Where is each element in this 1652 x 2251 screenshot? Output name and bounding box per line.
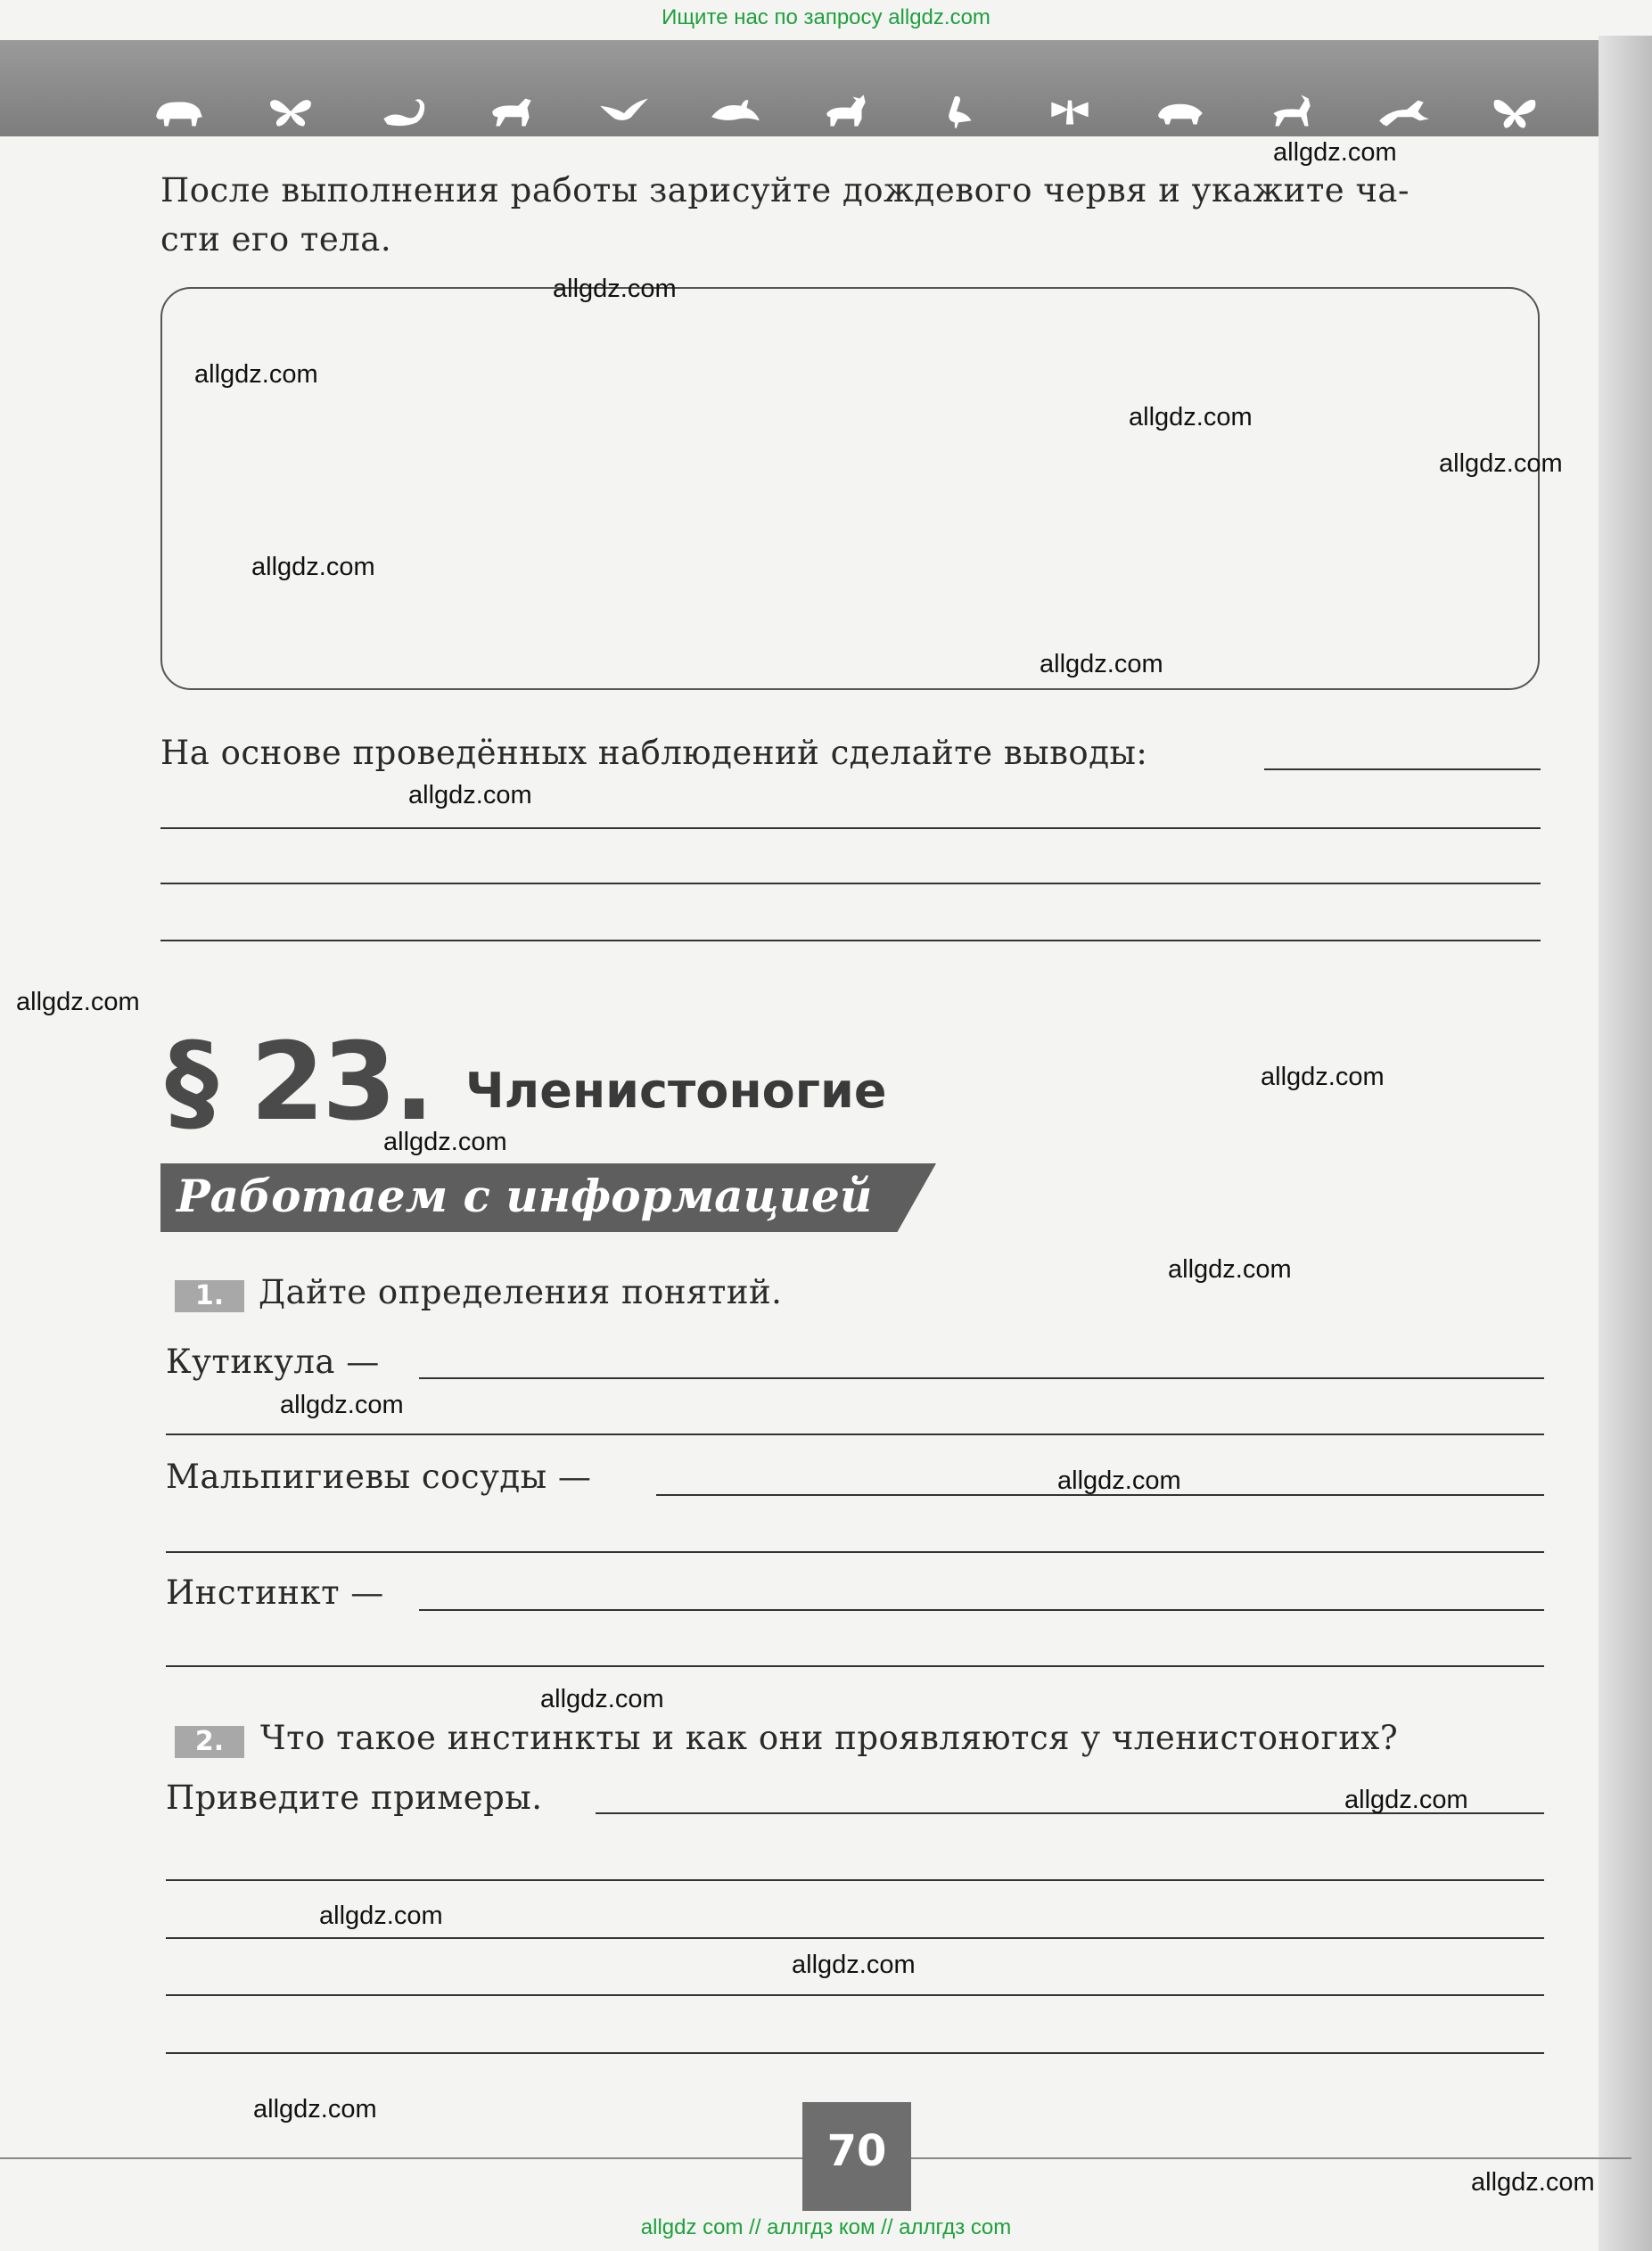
watermark: allgdz.com	[194, 360, 318, 389]
task2-prompt: Что такое инстинкты и как они проявляются у членистоногих?	[260, 1719, 1399, 1757]
watermark: allgdz.com	[383, 1128, 507, 1156]
moose-icon	[819, 91, 875, 132]
answer-line[interactable]	[166, 1994, 1544, 1996]
watermark: allgdz.com	[792, 1951, 916, 1979]
answer-line[interactable]	[160, 940, 1541, 941]
insect-icon	[1042, 91, 1097, 132]
heron-icon	[931, 91, 986, 132]
top-note: Ищите нас по запросу allgdz.com	[662, 5, 990, 29]
answer-line[interactable]	[160, 827, 1541, 829]
moth-icon	[1487, 91, 1542, 132]
paragraph-title: Членистоногие	[465, 1063, 887, 1119]
answer-line[interactable]	[166, 1937, 1544, 1939]
task1-prompt: Дайте определения понятий.	[259, 1273, 783, 1311]
watermark: allgdz.com	[253, 2095, 377, 2124]
conclusion-prompt: На основе проведённых наблюдений сделайте выводы:	[160, 734, 1148, 772]
answer-line[interactable]	[166, 1434, 1544, 1435]
watermark: allgdz.com	[1471, 2168, 1595, 2197]
bison-icon	[152, 91, 207, 132]
scorpion-icon	[374, 91, 430, 132]
answer-line[interactable]	[1264, 768, 1541, 770]
footer-note: allgdz com // аллгдз ком // аллгдз com	[640, 2215, 1012, 2239]
page-edge-shadow	[1599, 36, 1652, 2251]
watermark: allgdz.com	[553, 275, 677, 303]
term-cuticle: Кутикула —	[166, 1343, 380, 1381]
task-number: 2.	[175, 1726, 244, 1758]
watermark: allgdz.com	[1040, 650, 1163, 678]
task2-prompt-cont: Приведите примеры.	[166, 1779, 543, 1817]
answer-line[interactable]	[166, 1879, 1544, 1881]
boar-icon	[1153, 91, 1208, 132]
running-deer-icon	[1376, 91, 1431, 132]
watermark: allgdz.com	[319, 1902, 443, 1930]
term-instinct: Инстинкт —	[166, 1573, 384, 1612]
antelope-icon	[1264, 91, 1319, 132]
answer-line[interactable]	[166, 2052, 1544, 2054]
answer-line[interactable]	[160, 883, 1541, 884]
watermark: allgdz.com	[1261, 1063, 1385, 1091]
term-malpighian: Мальпигиевы сосуды —	[166, 1458, 592, 1496]
watermark: allgdz.com	[16, 988, 140, 1016]
watermark: allgdz.com	[1129, 403, 1253, 431]
answer-line[interactable]	[419, 1609, 1544, 1611]
watermark: allgdz.com	[408, 781, 532, 809]
watermark: allgdz.com	[1344, 1786, 1468, 1814]
page-number: 70	[826, 2126, 887, 2176]
dolphin-icon	[708, 91, 763, 132]
watermark: allgdz.com	[280, 1391, 404, 1419]
horse-icon	[485, 91, 540, 132]
watermark: allgdz.com	[1057, 1466, 1181, 1495]
watermark: allgdz.com	[540, 1685, 664, 1713]
bird-icon	[596, 91, 652, 132]
answer-line[interactable]	[419, 1377, 1544, 1379]
instruction-line2: сти его тела.	[160, 220, 392, 259]
watermark: allgdz.com	[1273, 138, 1397, 167]
drawing-area[interactable]	[160, 287, 1540, 690]
task-number: 1.	[175, 1280, 244, 1312]
paragraph-number: § 23.	[165, 1021, 432, 1145]
butterfly-icon	[263, 91, 318, 132]
animal-silhouettes	[152, 85, 1542, 138]
watermark: allgdz.com	[1439, 449, 1563, 478]
answer-line[interactable]	[166, 1665, 1544, 1667]
instruction-line1: После выполнения работы зарисуйте дождевого червя и укажите ча-	[160, 171, 1410, 209]
answer-line[interactable]	[166, 1551, 1544, 1553]
watermark: allgdz.com	[251, 553, 375, 581]
section-banner-text: Работаем с информацией	[177, 1170, 873, 1222]
watermark: allgdz.com	[1168, 1255, 1292, 1284]
